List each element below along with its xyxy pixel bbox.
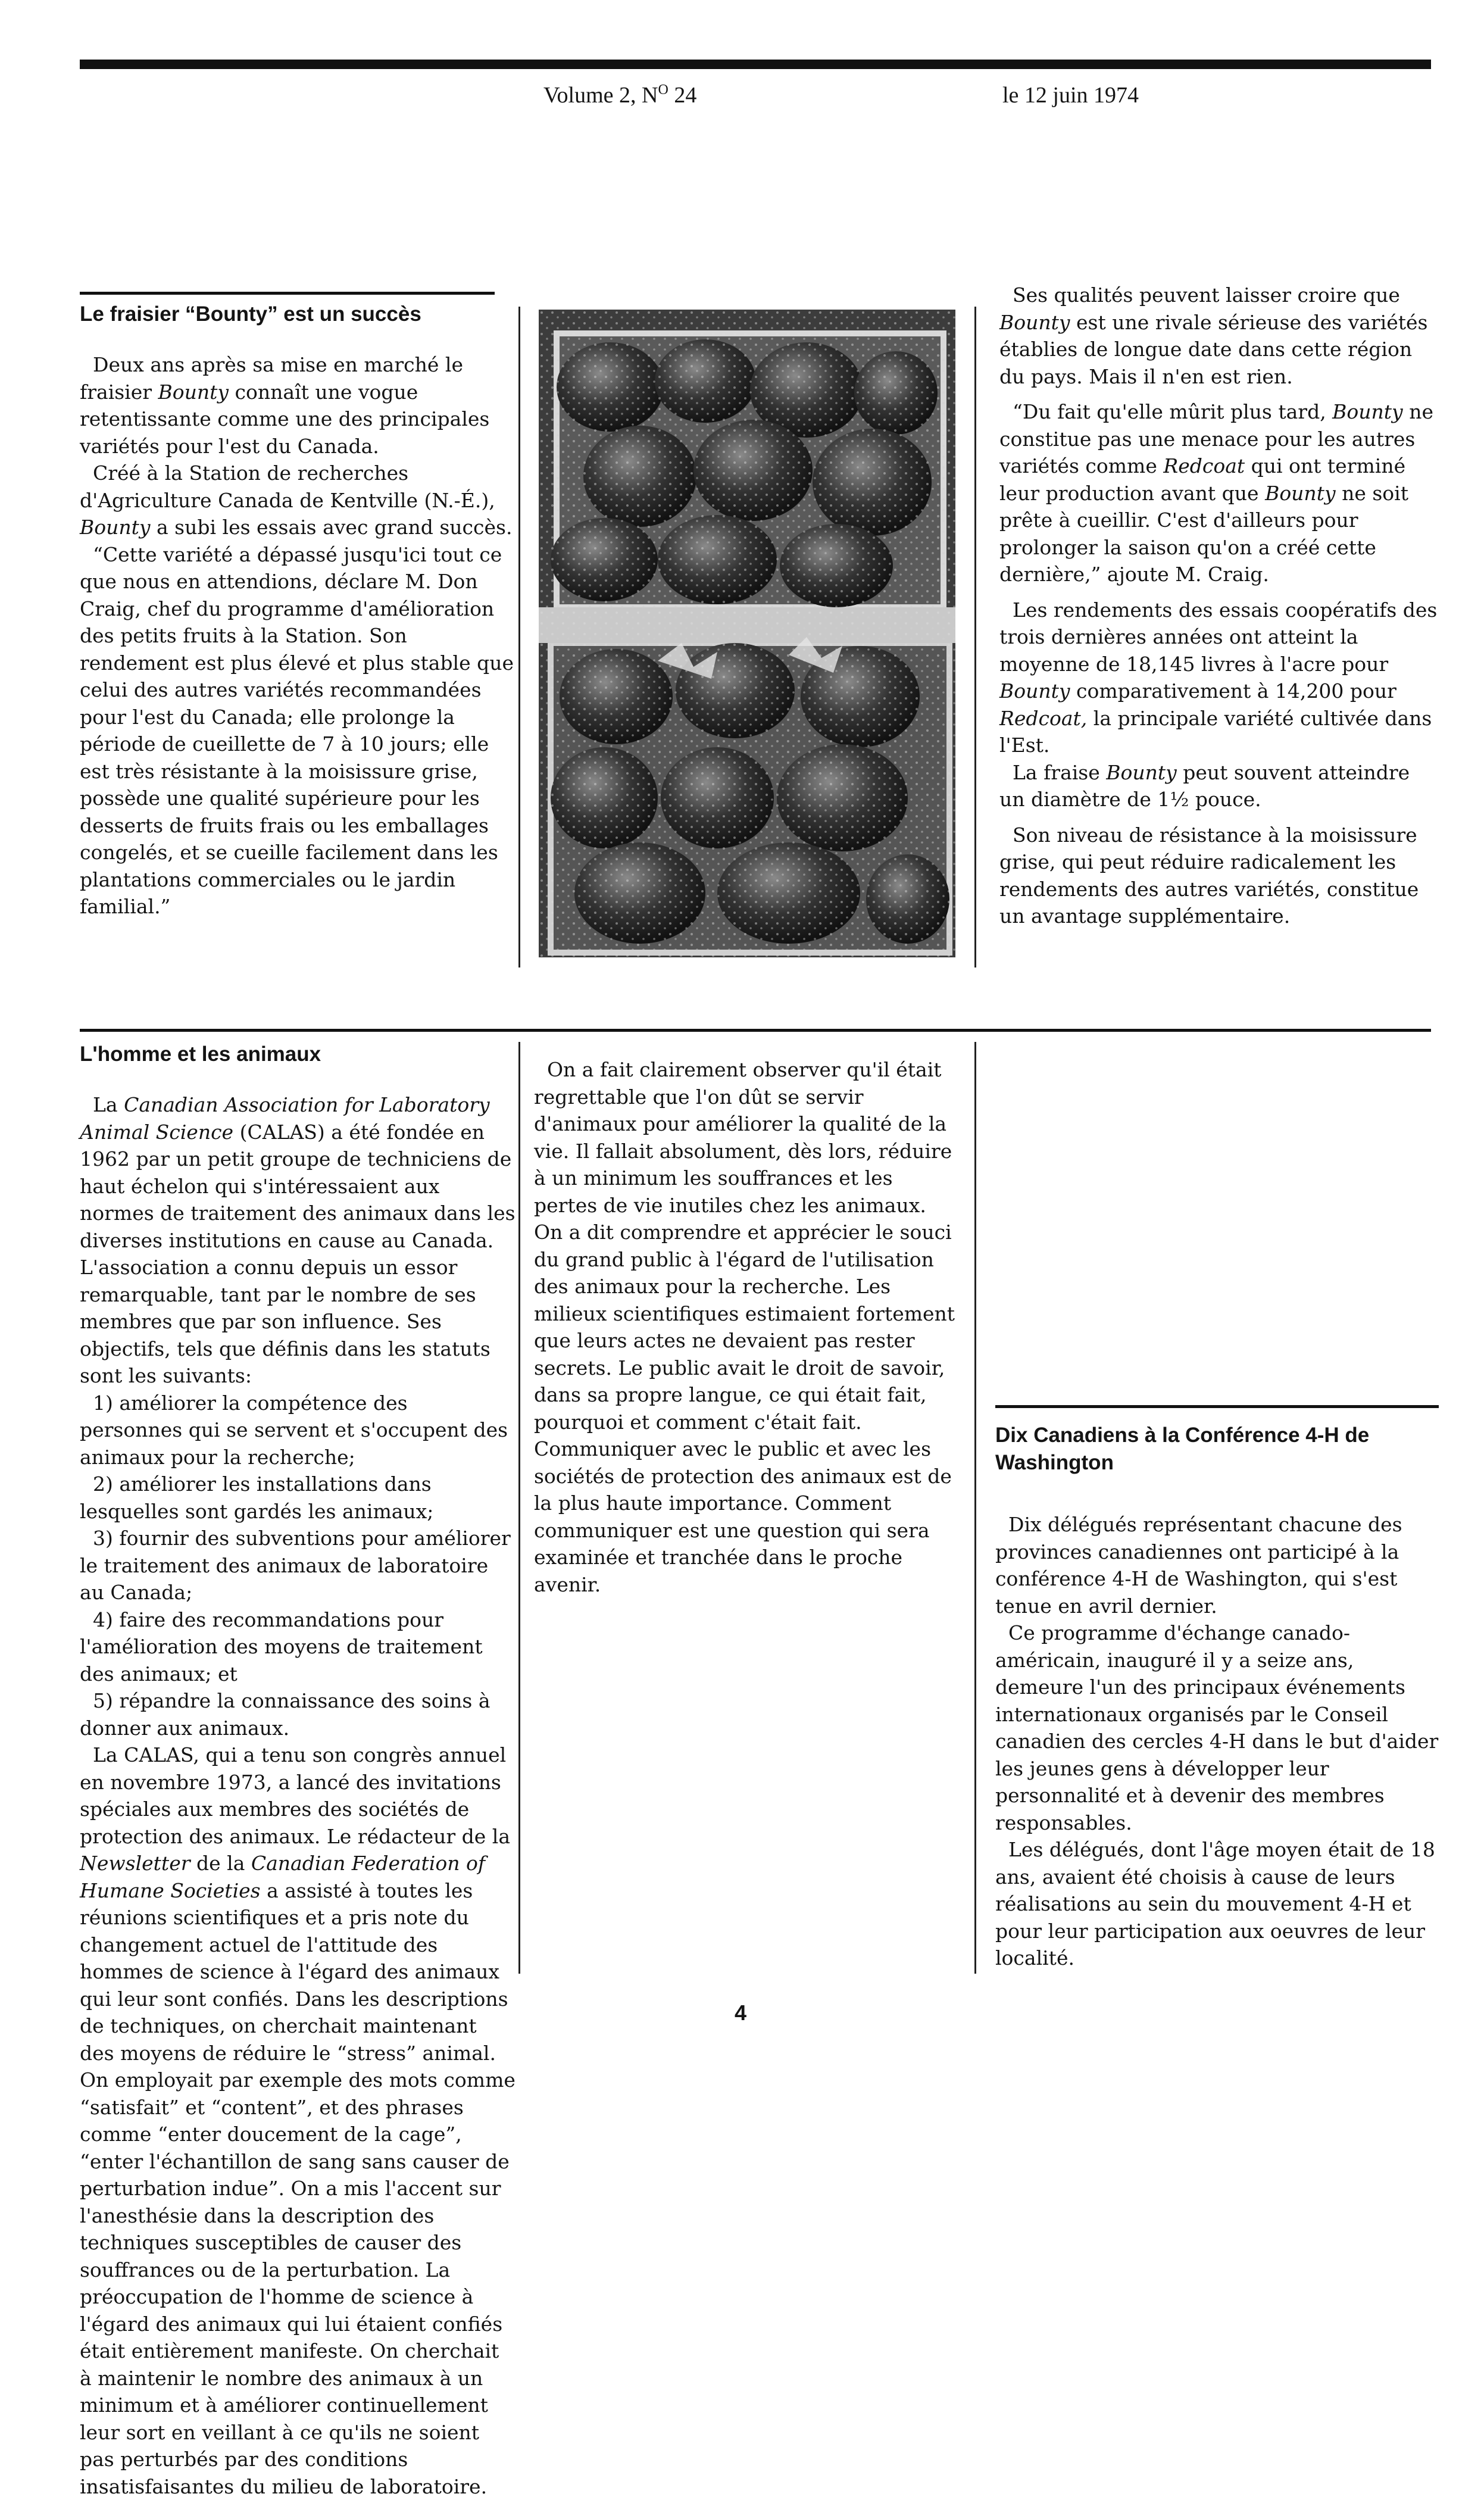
list-item: 2) améliorer les installations dans lesquelles sont gardés les animaux; bbox=[80, 1472, 434, 1523]
article3-rule bbox=[995, 1405, 1439, 1408]
paragraph: “Du fait qu'elle mûrit plus tard, Bounty ne constitue pas une menace pour les autres variétés comme Redcoat qui ont terminé leur production avant que Bounty ne soit prête à cueillir. C'est d'ailleurs pour prolonger la saison qu'on a créé cette dernière,” ajoute M. Craig. bbox=[999, 400, 1433, 586]
paragraph: Les rendements des essais coopératifs des trois dernières années ont atteint la moyenne de 18,145 livres à l'acre pour Bounty comparativement à 14,200 pour Redcoat, la principale variété cultivée dans l'Est. bbox=[999, 598, 1438, 757]
column-divider bbox=[518, 1042, 520, 1974]
volume-label: Volume 2, $N^O$ 24 bbox=[543, 82, 697, 108]
paragraph: Ce programme d'échange canado-américain, inauguré il y a seize ans, demeure l'un des principaux événements internationaux organisés par le Conseil canadien des cercles 4-H dans le but d'aider les jeunes gens à développer leur personnalité et à devenir des membres responsables. bbox=[995, 1621, 1439, 1834]
article3-heading: Dix Canadiens à la Conférence 4-H de Washington bbox=[995, 1424, 1370, 1474]
issue-date: le 12 juin 1974 bbox=[1002, 83, 1139, 108]
list-item: 5) répandre la connaissance des soins à donner aux animaux. bbox=[80, 1689, 490, 1740]
list-item: 4) faire des recommandations pour l'amélioration des moyens de traitement des animaux; et bbox=[80, 1608, 483, 1686]
article1-column2 bbox=[999, 282, 1440, 930]
paragraph: Son niveau de résistance à la moisissure grise, qui peut réduire radicalement les rendements des autres variétés, constitue un avantage supplémentaire. bbox=[999, 823, 1419, 928]
paragraph: Ses qualités peuvent laisser croire que Bounty est une rivale sérieuse des variétés établies de longue date dans cette région du pays. Mais il n'en est rien. bbox=[999, 283, 1428, 388]
article2-heading: L'homme et les animaux bbox=[80, 1043, 321, 1066]
column-divider bbox=[518, 307, 520, 967]
article1-column1 bbox=[80, 351, 516, 920]
paragraph: La fraise Bounty peut souvent atteindre un diamètre de 1½ pouce. bbox=[999, 760, 1410, 811]
article2-column2 bbox=[534, 1036, 957, 1598]
article2-column1 bbox=[80, 1091, 516, 2500]
paragraph: Deux ans après sa mise en marché le fraisier Bounty connaît une vogue retentissante comme une des principales variétés pour l'est du Canada. bbox=[80, 353, 490, 458]
column-divider bbox=[974, 1042, 976, 1974]
paragraph: On a fait clairement observer qu'il était regrettable que l'on dût se servir d'animaux pour améliorer la qualité de la vie. Il fallait absolument, dès lors, réduire à un minimum les souffrances et les pertes de vie inutiles chez les animaux. On a dit comprendre et apprécier le souci du grand public à l'égard de l'utilisation des animaux pour la recherche. Les milieux scientifiques estimaient fortement que leurs actes ne devaient pas rester secrets. Le public avait le droit de savoir, dans sa propre langue, ce qui était fait, pourquoi et comment c'était fait. Communiquer avec le public et avec les sociétés de protection des animaux est de la plus haute importance. Comment communiquer est une question qui sera examinée et tranchée dans le proche avenir. bbox=[534, 1058, 955, 1596]
paragraph: Dix délégués représentant chacune des provinces canadiennes ont participé à la conférence 4-H de Washington, qui s'est tenue en avril dernier. bbox=[995, 1513, 1402, 1618]
top-rule bbox=[80, 60, 1431, 69]
paragraph: Les délégués, dont l'âge moyen était de 18 ans, avaient été choisis à cause de leurs réalisations au sein du mouvement 4-H et pour leur participation aux oeuvres de leur localité. bbox=[995, 1838, 1435, 1970]
paragraph: La CALAS, qui a tenu son congrès annuel en novembre 1973, a lancé des invitations spéciales aux membres des sociétés de protection des animaux. Le rédacteur de la Newsletter de la Canadian Federation of Humane Societies a assisté à toutes les réunions scientifiques et a pris note du changement actuel de l'attitude des hommes de science à l'égard des animaux qui leur sont confiés. Dans les descriptions de techniques, on cherchait maintenant des moyens de réduire le “stress” animal. On employait par exemple des mots comme “satisfait” et “content”, et des phrases comme “enter doucement de la cage”, “enter l'échantillon de sang sans causer de perturbation indue”. On a mis l'accent sur l'anesthésie dans la description des techniques susceptibles de causer des souffrances ou de la perturbation. La préoccupation de l'homme de science à l'égard des animaux qui lui étaient confiés était entièrement manifeste. On cherchait à maintenir le nombre des animaux à un minimum et à améliorer continuellement leur sort en veillant à ce qu'ils ne soient pas perturbés par des conditions insatisfaisantes du milieu de laboratoire. bbox=[80, 1743, 516, 2498]
article3-column bbox=[995, 1511, 1439, 1972]
strawberry-photo bbox=[539, 310, 955, 957]
article1-heading: Le fraisier “Bounty” est un succès bbox=[80, 302, 421, 326]
page-number: 4 bbox=[735, 2000, 747, 2025]
paragraph: La Canadian Association for Laboratory Animal Science (CALAS) a été fondée en 1962 par un petit groupe de techniciens de haut échelon qui s'intéressaient aux normes de traitement des animaux dans les diverses institutions en cause au Canada. L'association a connu depuis un essor remarquable, tant par le nombre de ses membres que par son influence. Ses objectifs, tels que définis dans les statuts sont les suivants: bbox=[80, 1093, 516, 1387]
list-item: 1) améliorer la compétence des personnes qui se servent et s'occupent des animaux pour la recherche; bbox=[80, 1391, 508, 1469]
article1-rule bbox=[80, 292, 495, 295]
list-item: 3) fournir des subventions pour améliorer le traitement des animaux de laboratoire au Canada; bbox=[80, 1527, 511, 1604]
column-divider bbox=[974, 307, 976, 967]
paragraph: “Cette variété a dépassé jusqu'ici tout ce que nous en attendions, déclare M. Don Craig, chef du programme d'amélioration des petits fruits à la Station. Son rendement est plus élevé et plus stable que celui des autres variétés recommandées pour l'est du Canada; elle prolonge la période de cueillette de 7 à 10 jours; elle est très résistante à la moisissure grise, possède une qualité supérieure pour les desserts de fruits frais ou les emballages congelés, et se cueille facilement dans les plantations commerciales ou le jardin familial.” bbox=[80, 542, 514, 918]
paragraph: Créé à la Station de recherches d'Agriculture Canada de Kentville (N.-É.), Bounty a subi les essais avec grand succès. bbox=[80, 461, 513, 539]
section-rule bbox=[80, 1029, 1431, 1032]
